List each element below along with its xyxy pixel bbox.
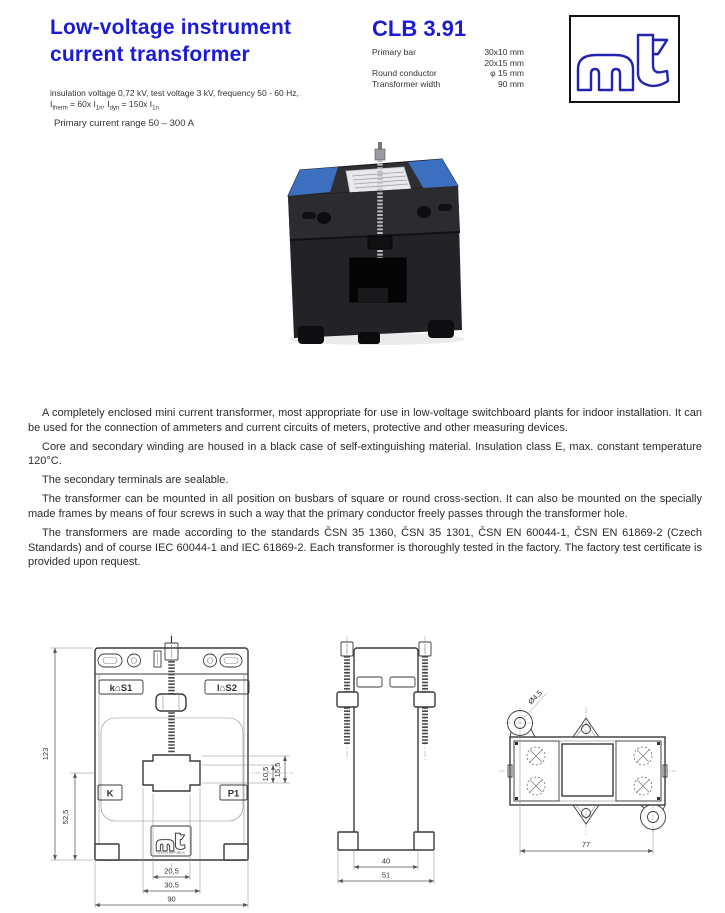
dim-height: 123: [41, 747, 50, 761]
label-P1: P1: [227, 788, 240, 800]
description-text: [28, 406, 702, 574]
model-number: CLB 3.91: [372, 16, 467, 41]
primary-current-range: Primary current range 50 – 300 A: [54, 118, 194, 129]
spec-row: [372, 58, 524, 69]
drawing-top-view: [485, 665, 720, 890]
dim-window-w2: 30,5: [164, 880, 179, 890]
spec-label: Round conductor: [372, 68, 437, 78]
page-title-line1: Low-voltage instrument: [50, 16, 292, 39]
dim-hole-diameter: Ø4,5: [526, 688, 545, 707]
dim-window-outer: 15,5: [273, 762, 282, 778]
mt-logo-icon: [571, 17, 678, 101]
conductor-window-drawing: [143, 755, 200, 791]
paragraph: A completely enclosed mini current transformer, most appropriate for use in low-voltage switchboard plants for indoor installation. It can be used for the connection of ammeters and current circuits of meters, protective and other measuring devices.: [28, 407, 702, 434]
spec-value: 90 mm: [498, 78, 524, 89]
spec-value: φ 15 mm: [490, 68, 524, 78]
dim-depth-outer: 51: [381, 870, 391, 880]
paragraph: The transformer can be mounted in all position on busbars of square or round cross-section. It can also be mounted on the specially made frames by means of four screws in such a way that the primary conductor freely passes through the transformer hole.: [28, 493, 702, 521]
terminal-label-right: l⌂S2: [216, 683, 238, 694]
conductor-window-top: [562, 744, 613, 796]
company-logo: [569, 15, 680, 103]
spec-table: [372, 47, 524, 89]
spec-value: 20x15 mm: [484, 57, 524, 68]
drawing-front-view: [35, 630, 330, 913]
spec-label: Transformer width: [372, 78, 441, 89]
drawing-side-view: [320, 630, 490, 913]
product-photo: [272, 140, 468, 350]
spec-row: [372, 68, 524, 79]
dim-window-inner: 10,5: [261, 766, 270, 782]
transformer-photo-illustration: [272, 140, 468, 345]
intro-formula: $I_{therm} = 60x$ $I_{1n}$, $I_{dyn} = 150x$ $I_{1n}$: [50, 99, 159, 112]
dim-depth-inner: 40: [381, 856, 391, 866]
spec-row: [372, 79, 524, 90]
spec-row: [372, 47, 524, 58]
paragraph: The secondary terminals are sealable.: [42, 474, 229, 487]
dim-mount-width: 77: [581, 840, 591, 849]
spec-label: Primary bar: [372, 47, 416, 57]
terminal-label-left: k⌂S1: [109, 683, 133, 694]
dim-center-height: 52,5: [61, 809, 70, 825]
paragraph: The transformers are made according to the standards ČSN 35 1360, ČSN 35 1301, ČSN EN 60044-1, ČSN EN 61869-2 (Czech Standards) and of course IEC 60044-1 and IEC 61869-2. Each transformer is thoroughly tested in the factory. The factory test certificate is provided upon request.: [28, 527, 702, 569]
intro-line1: insulation voltage 0,72 kV, test voltage 3 kV, frequency 50 - 60 Hz,: [50, 88, 299, 98]
paragraph: Core and secondary winding are housed in a black case of self-extinguishing material. Insulation class E, max. constant temperature 120°C.: [28, 440, 702, 468]
intro-specs: [50, 88, 299, 115]
logo-country-text: CZECH REPUBLIC: [156, 850, 186, 855]
page-title: [50, 14, 291, 68]
dim-window-w1: 20,5: [164, 866, 179, 876]
dim-body-width: 90: [167, 894, 176, 904]
spec-value: 30x10 mm: [484, 47, 524, 57]
label-K: K: [106, 788, 114, 800]
page-title-line2: current transformer: [50, 43, 250, 66]
